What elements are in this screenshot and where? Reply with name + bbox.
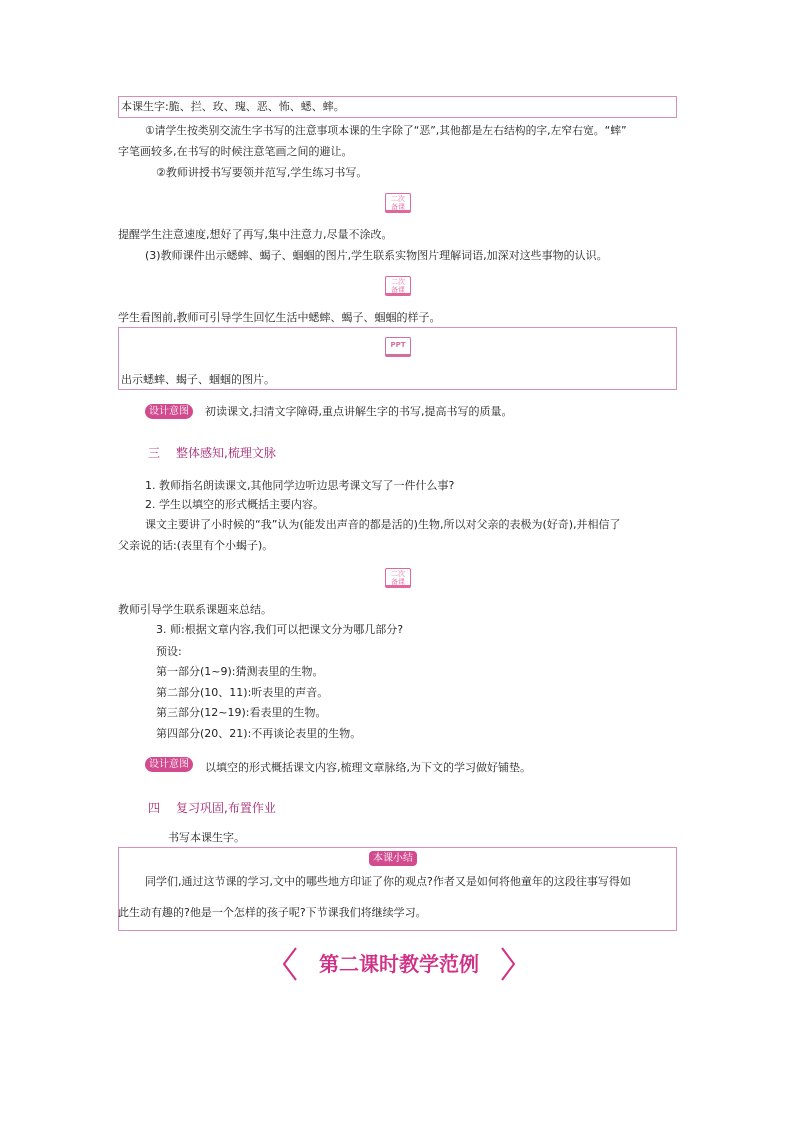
question-2: 2. 学生以填空的形式概括主要内容。 (145, 498, 324, 511)
part-item: 第二部分(10、11):听表里的声音。 (156, 686, 329, 699)
question-3: 3. 师:根据文章内容,我们可以把课文分为哪几部分? (156, 623, 404, 636)
second-prep-icon: 二次 备课 (385, 568, 411, 588)
design-intent-badge: 设计意图 (145, 404, 193, 419)
part-item: 第三部分(12~19):看表里的生物。 (156, 706, 327, 719)
section4-title: 复习巩固,布置作业 (176, 801, 276, 815)
section3-title: 整体感知,梳理文脉 (176, 446, 276, 460)
second-lesson-banner (282, 945, 516, 983)
second-prep-icon: 二次 备课 (385, 193, 411, 213)
answer-line2: 父亲说的话:(表里有个小蝎子)。 (118, 539, 274, 552)
ppt-icon: PPT (385, 337, 411, 357)
para-writing-tips-line2: 字笔画较多,在书写的时候注意笔画之间的避让。 (118, 145, 353, 158)
second-prep-icon: 二次 备课 (385, 276, 411, 296)
homework-text: 书写本课生字。 (168, 831, 245, 844)
part-item: 第一部分(1~9):猜测表里的生物。 (156, 665, 324, 678)
section4-number: 四 (148, 801, 161, 815)
part-item: 第四部分(20、21):不再谈论表里的生物。 (156, 727, 362, 740)
summary-line2: 此生动有趣的?他是一个怎样的孩子呢?下节课我们将继续学习。 (118, 906, 427, 919)
preset-label: 预设: (156, 645, 182, 658)
para-teacher-demo: ②教师讲授书写要领并范写,学生练习书写。 (156, 166, 368, 179)
step3-text: (3)教师课件出示蟋蟀、蝎子、蝈蝈的图片,学生联系实物图片理解词语,加深对这些事物的认识。 (145, 249, 608, 262)
before-pic-text: 学生看图前,教师可引导学生回忆生活中蟋蟀、蝎子、蝈蝈的样子。 (118, 311, 441, 324)
answer-line1: 课文主要讲了小时候的“我”认为(能发出声音的都是活的)生物,所以对父亲的表极为(好奇),并相信了 (145, 518, 621, 531)
banner-title: 第二课时教学范例 (319, 952, 479, 976)
show-pics-text: 出示蟋蟀、蝎子、蝈蝈的图片。 (121, 373, 275, 386)
para-writing-tips-line1: ①请学生按类别交流生字书写的注意事项本课的生字除了“恶”,其他都是左右结构的字,左窄右宽。“蟀” (145, 124, 627, 137)
summary-line1: 同学们,通过这节课的学习,文中的哪些地方印证了你的观点?作者又是如何将他童年的这段往事写得如 (145, 875, 631, 888)
design-intent-text: 以填空的形式概括课文内容,梳理文章脉络,为下文的学习做好铺垫。 (205, 761, 531, 774)
question-1: 1. 教师指名朗读课文,其他同学边听边思考课文写了一件什么事? (145, 479, 455, 492)
section3-number: 三 (148, 446, 161, 460)
remind-text: 提醒学生注意速度,想好了再写,集中注意力,尽量不涂改。 (118, 228, 393, 241)
lesson-summary-badge: 本课小结 (369, 851, 417, 866)
guide-text: 教师引导学生联系课题来总结。 (118, 603, 272, 616)
design-intent-badge: 设计意图 (145, 757, 193, 772)
design-intent-text: 初读课文,扫清文字障碍,重点讲解生字的书写,提高书写的质量。 (205, 405, 513, 418)
new-chars-text: 本课生字:脆、拦、玫、瑰、恶、怖、蟋、蟀。 (121, 100, 345, 113)
